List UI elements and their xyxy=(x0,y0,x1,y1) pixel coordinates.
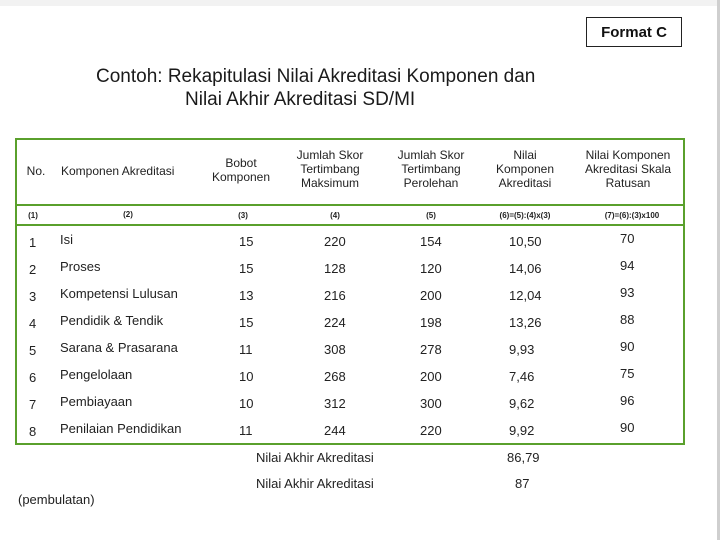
row-nilai-ratusan: 94 xyxy=(620,258,635,273)
title-line-1: Contoh: Rekapitulasi Nilai Akreditasi Komponen dan xyxy=(96,66,536,87)
row-skor-maksimum: 224 xyxy=(324,315,346,330)
row-nilai-ratusan: 75 xyxy=(620,366,635,381)
row-nilai-komponen: 9,92 xyxy=(509,423,535,438)
row-komponen: Isi xyxy=(60,232,73,247)
row-skor-perolehan: 200 xyxy=(420,369,442,384)
top-accent-bar xyxy=(0,0,720,6)
row-komponen: Pendidik & Tendik xyxy=(60,313,164,328)
recap-table xyxy=(15,138,685,445)
row-skor-perolehan: 120 xyxy=(420,261,442,276)
row-skor-maksimum: 308 xyxy=(324,342,346,357)
header-bobot: Bobot Komponen xyxy=(211,156,271,184)
row-skor-maksimum: 216 xyxy=(324,288,346,303)
header-skor-perolehan: Jumlah Skor Tertimbang Perolehan xyxy=(397,148,465,190)
row-skor-maksimum: 268 xyxy=(324,369,346,384)
row-skor-maksimum: 312 xyxy=(324,396,346,411)
row-no: 3 xyxy=(29,289,37,304)
header-komponen: Komponen Akreditasi xyxy=(61,164,175,178)
row-bobot: 15 xyxy=(239,234,254,249)
row-komponen: Sarana & Prasarana xyxy=(60,340,178,355)
row-nilai-ratusan: 70 xyxy=(620,231,635,246)
row-no: 1 xyxy=(29,235,37,250)
row-skor-perolehan: 278 xyxy=(420,342,442,357)
row-skor-maksimum: 128 xyxy=(324,261,346,276)
row-nilai-komponen: 14,06 xyxy=(509,261,542,276)
final-score-value: 86,79 xyxy=(507,450,540,465)
header-no: No. xyxy=(26,164,46,178)
row-nilai-ratusan: 90 xyxy=(620,339,635,354)
row-skor-maksimum: 244 xyxy=(324,423,346,438)
header-nilai-ratusan: Nilai Komponen Akreditasi Skala Ratusan xyxy=(584,148,672,190)
row-nilai-komponen: 9,62 xyxy=(509,396,535,411)
row-bobot: 10 xyxy=(239,369,254,384)
index-7: (7)=(6):(3)x100 xyxy=(604,211,660,220)
row-nilai-ratusan: 96 xyxy=(620,393,635,408)
index-3: (3) xyxy=(238,211,248,220)
row-skor-maksimum: 220 xyxy=(324,234,346,249)
row-skor-perolehan: 220 xyxy=(420,423,442,438)
row-no: 5 xyxy=(29,343,37,358)
row-nilai-komponen: 9,93 xyxy=(509,342,535,357)
index-6: (6)=(5):(4)x(3) xyxy=(499,211,551,220)
row-skor-perolehan: 300 xyxy=(420,396,442,411)
page-title xyxy=(60,66,700,111)
header-skor-maksimum: Jumlah Skor Tertimbang Maksimum xyxy=(296,148,364,190)
row-no: 4 xyxy=(29,316,37,331)
row-komponen: Pengelolaan xyxy=(60,367,133,382)
row-nilai-ratusan: 90 xyxy=(620,420,635,435)
index-5: (5) xyxy=(426,211,436,220)
row-nilai-ratusan: 88 xyxy=(620,312,635,327)
row-skor-perolehan: 200 xyxy=(420,288,442,303)
row-no: 2 xyxy=(29,262,37,277)
row-bobot: 11 xyxy=(239,342,253,357)
index-4: (4) xyxy=(330,211,340,220)
row-nilai-komponen: 10,50 xyxy=(509,234,542,249)
row-nilai-komponen: 12,04 xyxy=(509,288,542,303)
row-bobot: 10 xyxy=(239,396,254,411)
row-bobot: 13 xyxy=(239,288,254,303)
row-nilai-komponen: 7,46 xyxy=(509,369,535,384)
row-no: 6 xyxy=(29,370,37,385)
row-bobot: 15 xyxy=(239,315,254,330)
row-no: 7 xyxy=(29,397,37,412)
row-nilai-komponen: 13,26 xyxy=(509,315,542,330)
index-1: (1) xyxy=(28,211,38,220)
rounding-note: (pembulatan) xyxy=(18,492,95,507)
index-separator xyxy=(17,224,683,226)
row-skor-perolehan: 198 xyxy=(420,315,442,330)
header-separator xyxy=(17,204,683,206)
row-bobot: 15 xyxy=(239,261,254,276)
row-skor-perolehan: 154 xyxy=(420,234,442,249)
title-line-2: Nilai Akhir Akreditasi SD/MI xyxy=(185,89,416,110)
header-nilai-komponen: Nilai Komponen Akreditasi xyxy=(495,148,555,190)
row-nilai-ratusan: 93 xyxy=(620,285,635,300)
final-score-rounded-value: 87 xyxy=(515,476,530,491)
row-komponen: Kompetensi Lulusan xyxy=(60,286,178,301)
format-label-box: Format C xyxy=(586,17,682,47)
row-bobot: 11 xyxy=(239,423,253,438)
final-score-rounded-label: Nilai Akhir Akreditasi xyxy=(256,476,374,491)
row-komponen: Proses xyxy=(60,259,101,274)
index-2: (2) xyxy=(123,210,133,219)
final-score-label: Nilai Akhir Akreditasi xyxy=(256,450,374,465)
row-komponen: Penilaian Pendidikan xyxy=(60,421,182,436)
row-komponen: Pembiayaan xyxy=(60,394,133,409)
row-no: 8 xyxy=(29,424,37,439)
